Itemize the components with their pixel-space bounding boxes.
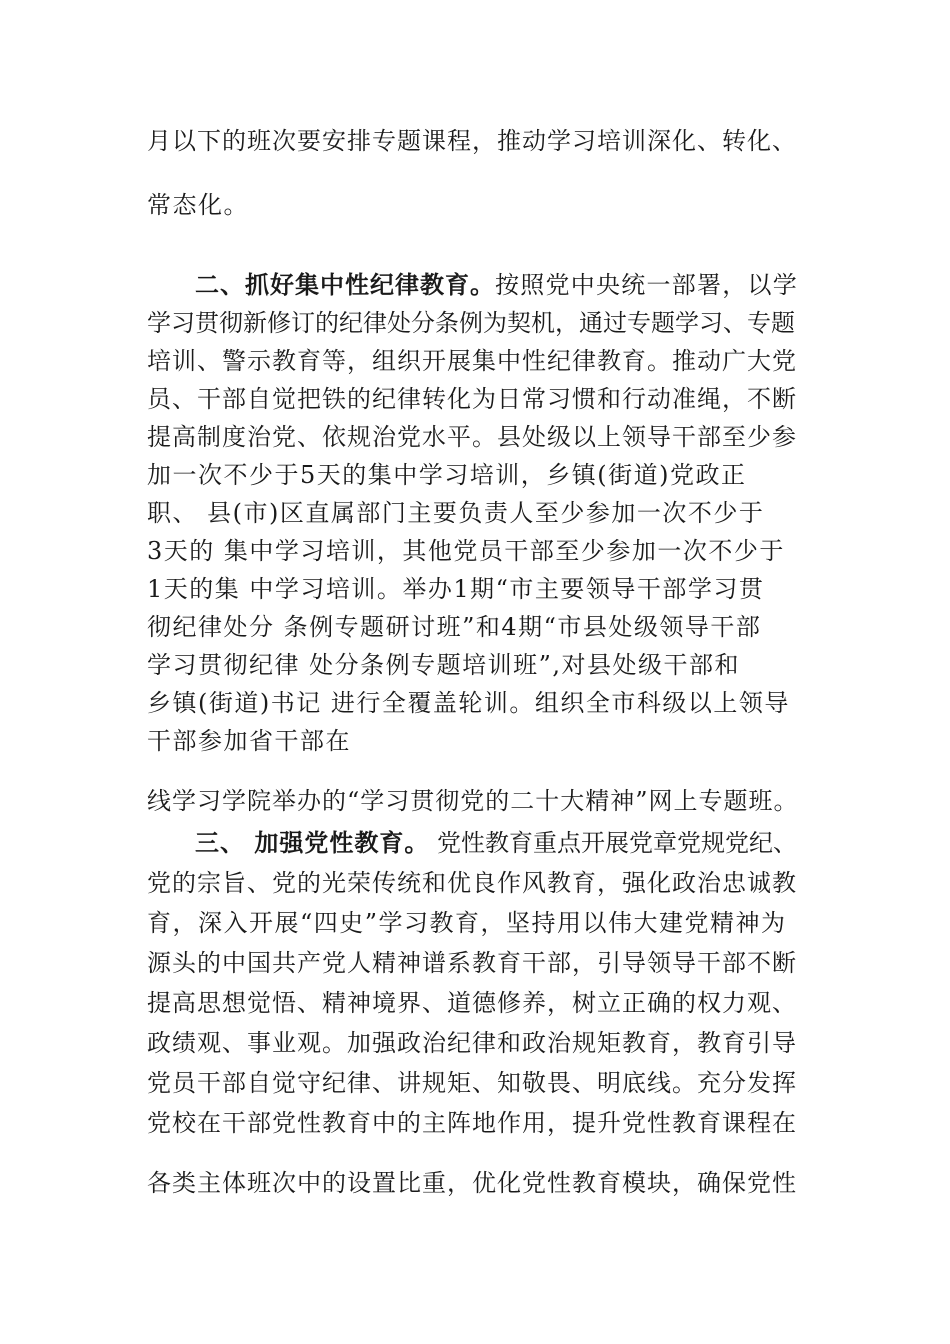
paragraph-line: 育，深入开展“四史”学习教育，坚持用以伟大建党精神为	[147, 909, 787, 937]
section-3-heading: 三、 加强党性教育。	[195, 829, 430, 857]
section-2-heading: 二、抓好集中性纪律教育。	[195, 271, 495, 299]
paragraph-line: 学习贯彻新修订的纪律处分条例为契机，通过专题学习、专题	[147, 309, 795, 337]
section-2-text: 按照党中央统一部署，以学	[495, 271, 798, 299]
paragraph-line: 提高制度治党、依规治党水平。县处级以上领导干部至少参	[147, 423, 797, 451]
paragraph-line: 乡镇(街道)书记 进行全覆盖轮训。组织全市科级以上领导	[147, 689, 790, 717]
paragraph-line: 政绩观、事业观。加强政治纪律和政治规矩教育，教育引导	[147, 1029, 797, 1057]
paragraph-line: 干部参加省干部在	[147, 727, 351, 755]
paragraph-line: 党员干部自觉守纪律、讲规矩、知敬畏、明底线。充分发挥	[147, 1069, 797, 1097]
paragraph-line: 职、 县(市)区直属部门主要负责人至少参加一次不少于	[147, 499, 765, 527]
paragraph-line: 加一次不少于5天的集中学习培训，乡镇(街道)党政正	[147, 461, 747, 489]
paragraph-line: 提高思想觉悟、精神境界、道德修养，树立正确的权力观、	[147, 989, 797, 1017]
paragraph-line: 月以下的班次要安排专题课程，推动学习培训深化、转化、	[147, 127, 797, 155]
section-3-text: 党性教育重点开展党章党规党纪、	[429, 829, 797, 857]
paragraph-line: 3天的 集中学习培训，其他党员干部至少参加一次不少于	[147, 537, 785, 565]
paragraph-line: 线学习学院举办的“学习贯彻党的二十大精神”网上专题班。	[147, 787, 799, 815]
paragraph-line: 学习贯彻纪律 处分条例专题培训班”,对县处级干部和	[147, 651, 741, 679]
paragraph-line: 员、干部自觉把铁的纪律转化为日常习惯和行动准绳，不断	[147, 385, 797, 413]
paragraph-line: 1天的集 中学习培训。举办1期“市主要领导干部学习贯	[147, 575, 765, 603]
section-3-first-line	[195, 826, 797, 860]
paragraph-line: 党的宗旨、党的光荣传统和优良作风教育，强化政治忠诚教	[147, 869, 797, 897]
paragraph-line: 党校在干部党性教育中的主阵地作用，提升党性教育课程在	[147, 1109, 797, 1137]
paragraph-line: 培训、警示教育等，组织开展集中性纪律教育。推动广大党	[147, 347, 797, 375]
section-2-first-line	[195, 268, 798, 302]
paragraph-line: 各类主体班次中的设置比重，优化党性教育模块，确保党性	[147, 1169, 797, 1197]
paragraph-line: 常态化。	[147, 191, 249, 219]
paragraph-line: 彻纪律处分 条例专题研讨班”和4期“市县处级领导干部	[147, 613, 762, 641]
paragraph-line: 源头的中国共产党人精神谱系教育干部，引导领导干部不断	[147, 949, 797, 977]
